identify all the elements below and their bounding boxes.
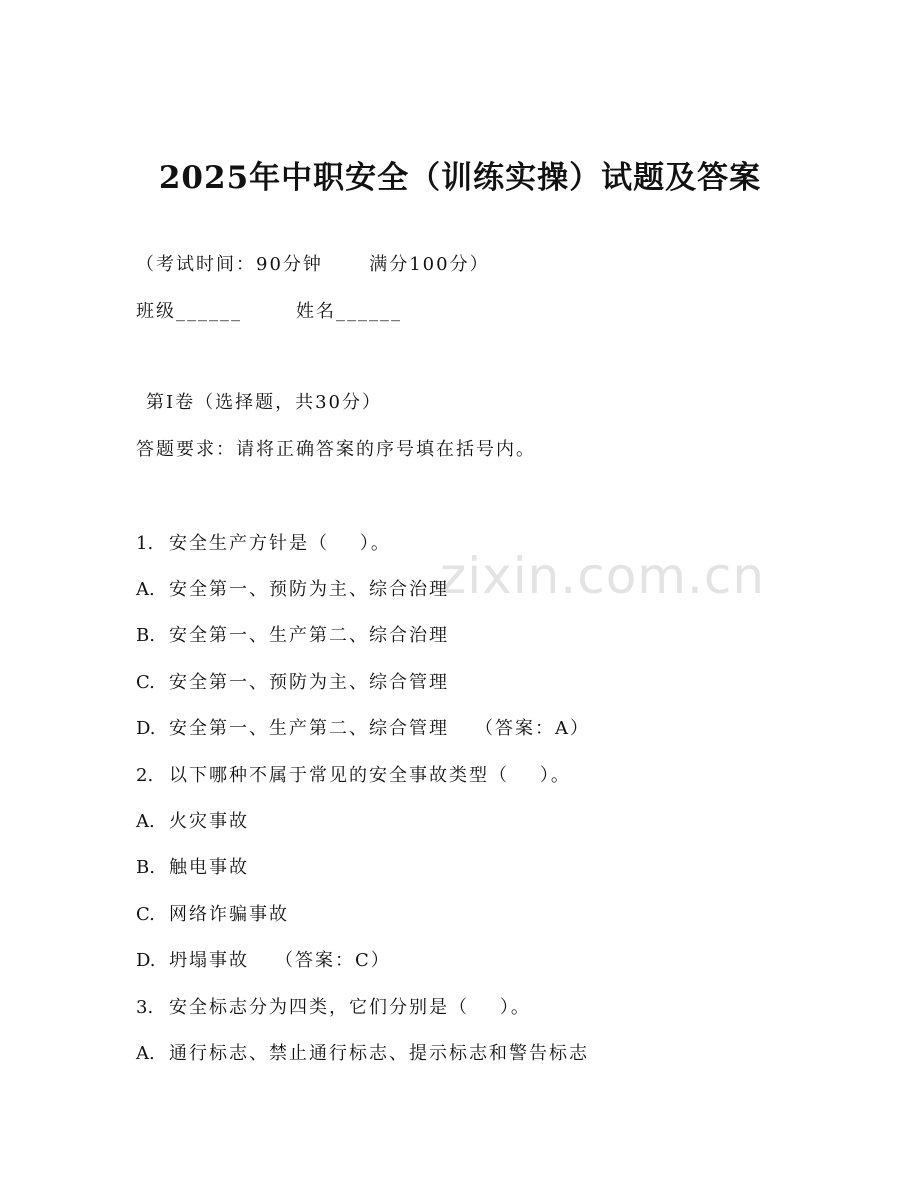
question-1-option-a <box>136 577 449 603</box>
option-text: 安全第一、预防为主、综合治理 <box>169 579 449 600</box>
question-number: 2. <box>136 765 154 786</box>
question-text: 以下哪种不属于常见的安全事故类型（ ）。 <box>169 765 571 786</box>
option-text: 安全第一、生产第二、综合管理 <box>169 718 449 739</box>
question-text: 安全生产方针是（ ）。 <box>169 533 391 554</box>
option-text: 坍塌事故 <box>169 950 249 971</box>
question-1-stem <box>136 531 391 557</box>
option-text: 网络诈骗事故 <box>169 904 289 925</box>
option-text: 安全第一、预防为主、综合管理 <box>169 672 449 693</box>
option-text: 通行标志、禁止通行标志、提示标志和警告标志 <box>169 1043 589 1064</box>
exam-info: （考试时间：90分钟 满分100分） <box>136 254 490 275</box>
question-1-option-d <box>136 716 590 742</box>
watermark: zixin.com.cn <box>440 547 766 605</box>
answer-text: （答案：A） <box>475 718 590 739</box>
option-letter: A. <box>136 811 155 832</box>
name-field: 姓名______ <box>296 301 402 322</box>
document-title: 2025年中职安全（训练实操）试题及答案 <box>158 160 762 196</box>
question-2-option-d <box>136 948 391 974</box>
instructions: 答题要求：请将正确答案的序号填在括号内。 <box>136 439 536 460</box>
option-letter: C. <box>136 904 155 925</box>
question-number: 3. <box>136 997 154 1018</box>
option-letter: A. <box>136 1043 155 1064</box>
option-letter: D. <box>136 718 156 739</box>
question-number: 1. <box>136 533 154 554</box>
option-letter: C. <box>136 672 155 693</box>
option-letter: B. <box>136 625 155 646</box>
question-2-option-c <box>136 902 289 928</box>
question-1-option-c <box>136 670 449 696</box>
option-text: 安全第一、生产第二、综合治理 <box>169 625 449 646</box>
question-2-stem <box>136 763 571 789</box>
class-field: 班级______ <box>136 301 242 322</box>
option-text: 火灾事故 <box>169 811 249 832</box>
option-text: 触电事故 <box>169 857 249 878</box>
option-letter: A. <box>136 579 155 600</box>
option-letter: D. <box>136 950 156 971</box>
answer-text: （答案：C） <box>275 950 391 971</box>
section-header: 第I卷（选择题，共30分） <box>146 392 383 413</box>
question-3-option-a <box>136 1041 589 1067</box>
student-info-row <box>136 299 402 325</box>
option-letter: B. <box>136 857 155 878</box>
question-2-option-b <box>136 855 249 881</box>
question-1-option-b <box>136 623 449 649</box>
question-text: 安全标志分为四类，它们分别是（ ）。 <box>169 997 531 1018</box>
question-2-option-a <box>136 809 249 835</box>
question-3-stem <box>136 995 531 1021</box>
